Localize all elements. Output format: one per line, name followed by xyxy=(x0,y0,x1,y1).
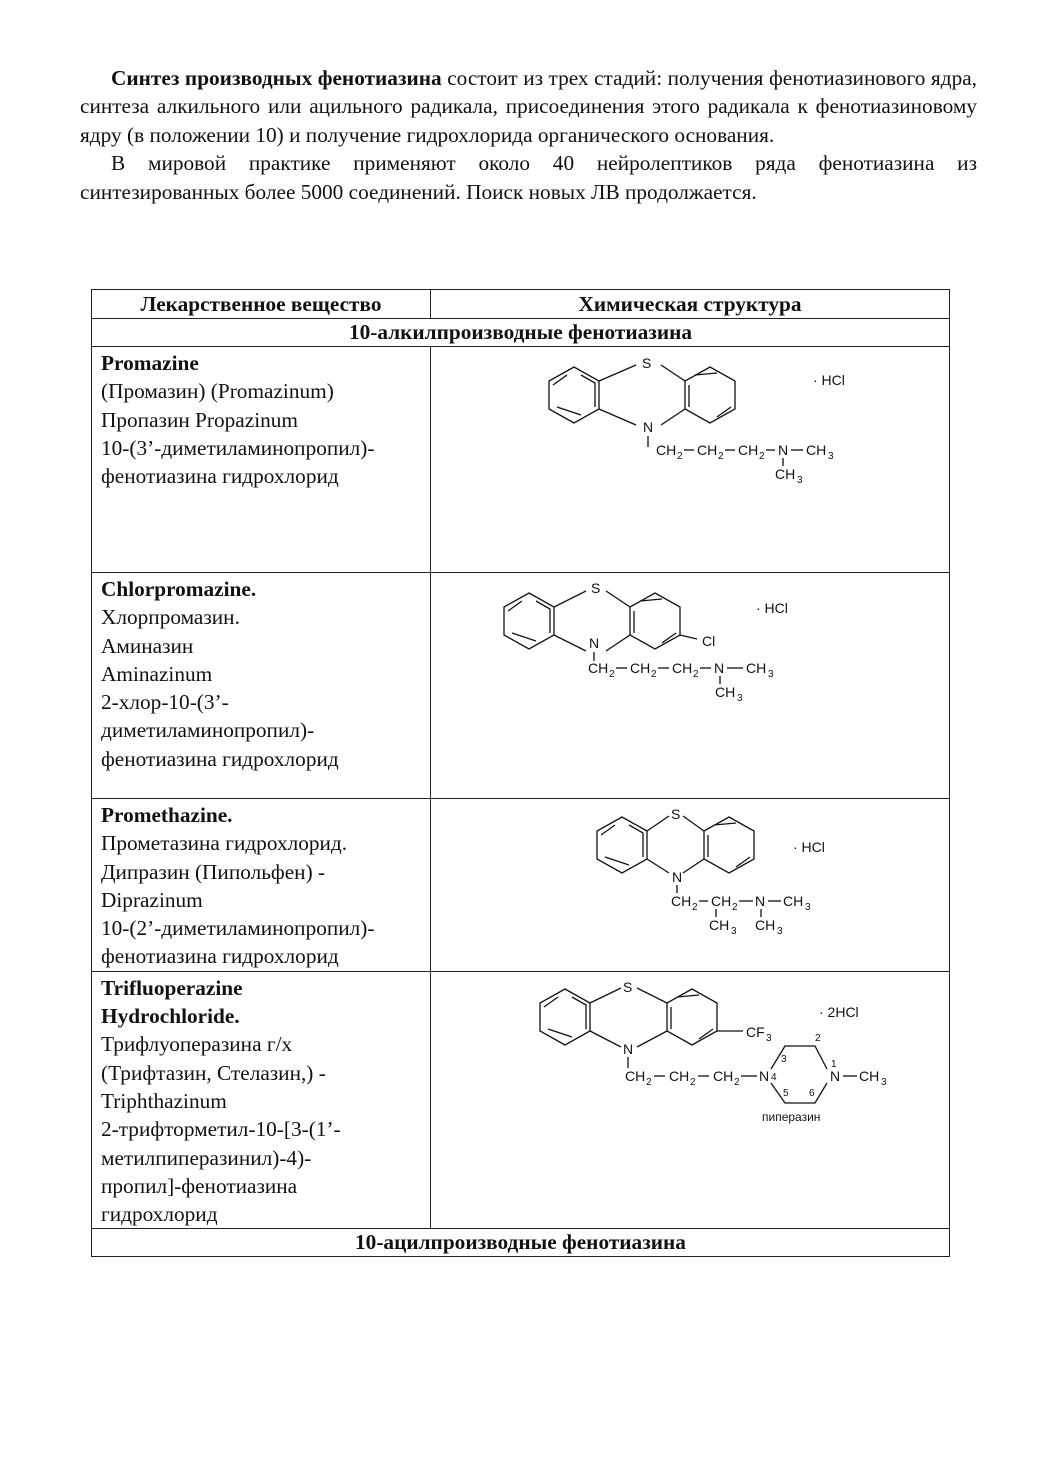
drug-line: Diprazinum xyxy=(101,887,203,912)
structure-cell xyxy=(431,799,950,972)
subscript: 2 xyxy=(690,1076,696,1088)
drug-line: 10-(2’-диметиламинопропил)- xyxy=(101,916,375,941)
drug-line: Aminazinum xyxy=(101,661,213,686)
subscript: 2 xyxy=(718,451,724,462)
subscript: 2 xyxy=(609,669,615,680)
drug-name-cell xyxy=(92,799,431,972)
subscript: 2 xyxy=(693,669,699,680)
subscript: 3 xyxy=(731,926,737,937)
header-structure: Химическая структура xyxy=(431,290,950,319)
piperazine-caption: пиперазин xyxy=(762,1109,821,1124)
chain-ch2-1: CH xyxy=(625,1067,646,1084)
chlorpromazine-structure xyxy=(431,573,950,799)
drug-line: (Промазин) (Promazinum) xyxy=(101,379,334,404)
ring-position-2: 2 xyxy=(815,1032,821,1044)
sulfur-label: S xyxy=(642,355,652,371)
structure-cell xyxy=(431,573,950,799)
section-row-acyl xyxy=(92,1229,950,1257)
sulfur-label: S xyxy=(623,978,633,995)
drug-line: фенотиазина гидрохлорид xyxy=(101,944,339,969)
subscript: 3 xyxy=(881,1076,887,1088)
table-row xyxy=(92,799,950,972)
drug-name-cell xyxy=(92,347,431,573)
subscript: 3 xyxy=(768,669,774,680)
ring-position-3: 3 xyxy=(781,1053,787,1065)
subscript: 3 xyxy=(805,902,811,913)
drug-name-cell xyxy=(92,971,431,1229)
drug-line: 2-трифторметил-10-[3-(1’- xyxy=(101,1117,341,1142)
sulfur-label: S xyxy=(591,580,601,596)
drug-line: фенотиазина гидрохлорид xyxy=(101,746,339,771)
methyl-3: CH xyxy=(755,917,776,933)
promethazine-structure xyxy=(431,799,950,968)
subscript: 2 xyxy=(759,451,765,462)
chain-ch2-3: CH xyxy=(713,1067,734,1084)
chain-ch: CH xyxy=(711,893,732,909)
chain-nitrogen: N xyxy=(778,442,789,458)
piperazine-nitrogen-1: N xyxy=(830,1067,841,1084)
drug-line: 10-(3’-диметиламинопропил)- xyxy=(101,435,375,460)
drug-line: гидрохлорид xyxy=(101,1202,218,1227)
drug-title: Promethazine. xyxy=(101,803,233,827)
drug-line: Трифлуоперазина г/х xyxy=(101,1032,293,1057)
table-row xyxy=(92,971,950,1229)
intro-paragraph-1 xyxy=(80,64,977,149)
drug-title: Promazine xyxy=(101,351,199,375)
hcl-label: · HCl xyxy=(793,839,825,855)
chain-nitrogen: N xyxy=(755,893,766,909)
chain-nitrogen: N xyxy=(714,660,725,676)
subscript: 3 xyxy=(797,475,803,486)
hcl-label: · HCl xyxy=(756,600,788,616)
sulfur-label: S xyxy=(671,806,681,822)
methyl-1: CH xyxy=(783,893,804,909)
intro-paragraph-1-text: состоит из трех стадий: получения фенотиазинового ядра, синтеза алкильного или ацильного радикала, присоединения этого радикала к фенотиазиновому ядру (в положении 10) и получение гидрохлорида органического основания. xyxy=(80,66,977,147)
chain-ch2-1: CH xyxy=(656,442,677,458)
chain-ch2-3: CH xyxy=(672,660,693,676)
methyl-2: CH xyxy=(709,917,730,933)
section-row-alkyl xyxy=(92,319,950,347)
chain-ch2: CH xyxy=(671,893,692,909)
methyl-2: CH xyxy=(715,684,736,700)
nitrogen-label: N xyxy=(672,869,683,885)
trifluoromethyl-label: CF xyxy=(746,1023,765,1040)
table-row xyxy=(92,347,950,573)
nitrogen-label: N xyxy=(623,1040,634,1057)
methyl-1: CH xyxy=(746,660,767,676)
section-acyl-title: 10-ацилпроизводные фенотиазина xyxy=(92,1229,950,1257)
drug-title: Trifluoperazine xyxy=(101,975,243,1000)
methyl-1: CH xyxy=(806,442,827,458)
chain-ch2-3: CH xyxy=(738,442,759,458)
drug-title: Hydrochloride. xyxy=(101,1004,240,1029)
chain-ch2-2: CH xyxy=(697,442,718,458)
drug-line: Triphthazinum xyxy=(101,1088,227,1113)
subscript: 2 xyxy=(651,669,657,680)
ring-position-4: 4 xyxy=(771,1071,777,1083)
header-drug: Лекарственное вещество xyxy=(92,290,431,319)
drug-line: (Трифтазин, Стелазин,) - xyxy=(101,1060,326,1085)
structure-cell xyxy=(431,971,950,1229)
structure-cell xyxy=(431,347,950,573)
drug-line: Хлорпромазин. xyxy=(101,605,240,630)
hcl-label: · HCl xyxy=(813,372,845,388)
subscript: 2 xyxy=(677,451,683,462)
chain-ch2-2: CH xyxy=(669,1067,690,1084)
subscript: 2 xyxy=(734,1076,740,1088)
table-header-row xyxy=(92,290,950,319)
nitrogen-label: N xyxy=(643,419,654,435)
intro-bold-lead: Синтез производных фенотиазина xyxy=(111,66,442,90)
intro-paragraph-2: В мировой практике применяют около 40 нейролептиков ряда фенотиазина из синтезированных более 5000 соединений. Поиск новых ЛВ продолжается. xyxy=(80,151,977,204)
drug-line: Пропазин Propazinum xyxy=(101,407,298,432)
section-alkyl-title: 10-алкилпроизводные фенотиазина xyxy=(92,319,950,347)
subscript: 3 xyxy=(766,1032,772,1044)
subscript: 3 xyxy=(828,451,834,462)
ring-position-5: 5 xyxy=(783,1087,789,1099)
drug-line: Аминазин xyxy=(101,633,194,658)
ring-position-6: 6 xyxy=(809,1087,815,1099)
drug-name-cell xyxy=(92,573,431,799)
drug-line: 2-хлор-10-(3’- xyxy=(101,690,229,715)
subscript: 2 xyxy=(646,1076,652,1088)
chlorine-label: Cl xyxy=(702,633,716,649)
subscript: 3 xyxy=(737,693,743,704)
ring-position-1: 1 xyxy=(831,1058,837,1070)
chain-ch2-2: CH xyxy=(630,660,651,676)
trifluoperazine-structure xyxy=(431,972,950,1226)
promazine-structure xyxy=(431,347,950,573)
intro-text xyxy=(80,64,977,206)
subscript: 3 xyxy=(777,926,783,937)
drug-line: Прометазина гидрохлорид. xyxy=(101,831,348,856)
subscript: 2 xyxy=(732,902,738,913)
nitrogen-label: N xyxy=(589,635,600,651)
drug-table xyxy=(91,289,950,1257)
drug-line: фенотиазина гидрохлорид xyxy=(101,464,339,489)
n-methyl-label: CH xyxy=(859,1067,880,1084)
subscript: 2 xyxy=(692,902,698,913)
drug-line: диметиламинопропил)- xyxy=(101,718,315,743)
drug-line: пропил]-фенотиазина xyxy=(101,1173,298,1198)
drug-title: Chlorpromazine. xyxy=(101,577,257,601)
piperazine-nitrogen-4: N xyxy=(759,1067,770,1084)
chain-ch2-1: CH xyxy=(588,660,609,676)
methyl-2: CH xyxy=(775,466,796,482)
table-row xyxy=(92,573,950,799)
drug-line: Дипразин (Пипольфен) - xyxy=(101,859,326,884)
drug-line: метилпиперазинил)-4)- xyxy=(101,1145,312,1170)
hcl-label: · 2HCl xyxy=(819,1003,859,1020)
